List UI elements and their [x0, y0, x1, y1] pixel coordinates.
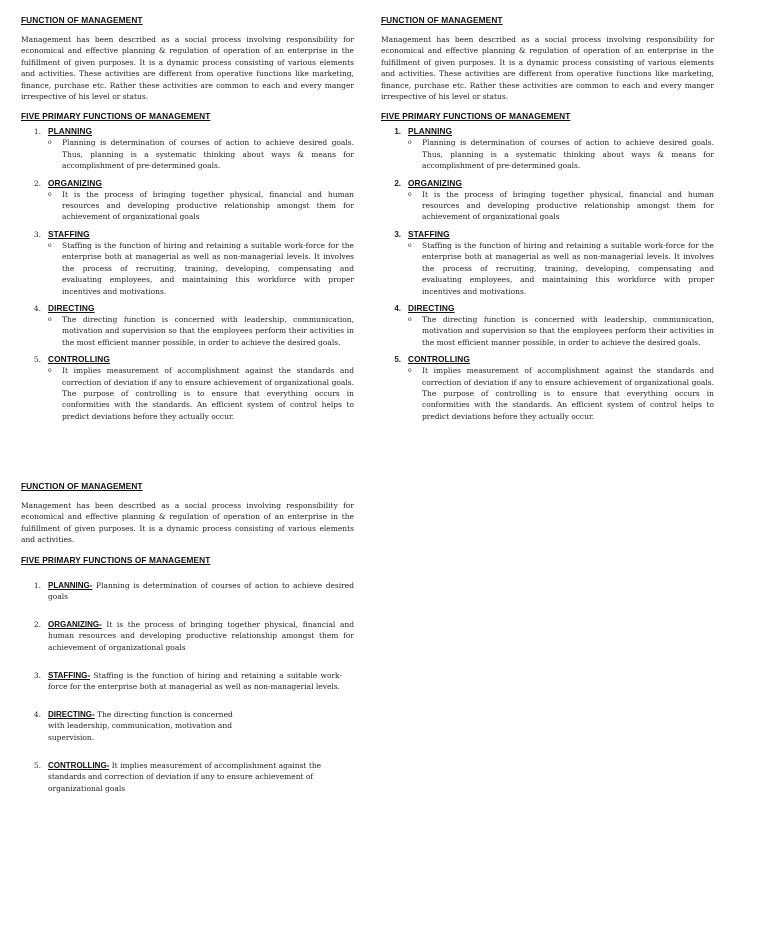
bullet-icon: o [408, 241, 412, 249]
bullet-icon: o [48, 190, 52, 198]
function-desc: Planning is determination of courses of action to achieve desired goals. Thus, planning is a systematic thinking about ways & means for accomplishment of pre-determined goals. [62, 138, 354, 171]
function-name: PLANNING- [48, 580, 93, 590]
intro-paragraph: Management has been described as a social process involving responsibility for economical and effective planning & regulation of operation of an enterprise in the fulfillment of given purposes. It is a dynamic process consisting of various elements and activities. [21, 501, 354, 545]
bullet-icon: o [48, 315, 52, 323]
item-number: 4. [33, 303, 41, 313]
function-desc: It is the process of bringing together physical, financial and human resources and developing productive relationship amongst them for achievement of organizational goals [48, 619, 354, 652]
function-name: DIRECTING- [48, 709, 95, 719]
doc-heading: FUNCTION OF MANAGEMENT [21, 15, 143, 25]
list-item [381, 125, 714, 176]
intro-paragraph: Management has been described as a social process involving responsibility for economical and effective planning & regulation of operation of an enterprise in the fulfillment of given purposes. It is a dynamic process consisting of various elements and activities. These activities are different from operative functions like marketing, finance, purchase etc. Rather these activities are common to each and every manger irrespective of his level or status. [381, 35, 714, 102]
bullet-icon: o [408, 315, 412, 323]
function-desc: Planning is determination of courses of action to achieve desired goals [48, 580, 354, 602]
item-number: 5. [394, 355, 401, 365]
item-number: 4. [33, 709, 41, 719]
list-item [21, 228, 354, 302]
function-name: CONTROLLING [48, 354, 110, 365]
bullet-icon: o [48, 367, 52, 375]
functions-subheading: FIVE PRIMARY FUNCTIONS OF MANAGEMENT [381, 111, 571, 122]
item-number: 1. [33, 580, 41, 590]
list-item [21, 125, 354, 176]
bullet-icon: o [408, 139, 412, 147]
function-name: STAFFING [48, 228, 90, 239]
functions-list-inline [21, 580, 354, 795]
item-number: 1. [394, 127, 401, 137]
functions-subheading: FIVE PRIMARY FUNCTIONS OF MANAGEMENT [21, 554, 211, 565]
function-desc: It implies measurement of accomplishment against the standards and correction of deviation if any to ensure achievement of organizational goals [48, 760, 322, 793]
list-item [21, 353, 354, 422]
function-desc: Staffing is the function of hiring and retaining a suitable work-force for the enterprise both at managerial as well as non-managerial levels. It involves the process of recruiting, training, developing, compensating and evaluating employees, and maintaining this workforce with proper incentives and motivations. [62, 240, 354, 296]
doc-heading: FUNCTION OF MANAGEMENT [381, 15, 503, 25]
function-name: PLANNING [408, 126, 453, 137]
function-name: ORGANIZING [48, 177, 103, 188]
doc-block-left [21, 14, 354, 422]
function-desc: The directing function is concerned with leadership, communication, motivation and supervision. [48, 709, 233, 742]
function-desc: The directing function is concerned with leadership, communication, motivation and supervision so that the employees perform their activities in the most efficient manner possible, in order to achieve the desired goals. [422, 314, 714, 347]
function-desc: The directing function is concerned with leadership, communication, motivation and supervision so that the employees perform their activities in the most efficient manner possible, in order to achieve the desired goals. [62, 314, 354, 347]
item-number: 4. [394, 303, 401, 313]
item-number: 1. [33, 127, 41, 137]
list-item [21, 709, 354, 744]
list-item [21, 760, 354, 795]
list-item [381, 177, 714, 228]
function-name: STAFFING [408, 228, 450, 239]
item-number: 5. [33, 760, 41, 770]
intro-paragraph: Management has been described as a social process involving responsibility for economical and effective planning & regulation of operation of an enterprise in the fulfillment of given purposes. It is a dynamic process consisting of various elements and activities. These activities are different from operative functions like marketing, finance, purchase etc. Rather these activities are common to each and every manger irrespective of his level or status. [21, 35, 354, 102]
list-item [381, 353, 714, 422]
function-desc: It implies measurement of accomplishment against the standards and correction of deviation if any to ensure achievement of organizational goals. The purpose of controlling is to ensure that everything occurs in conformities with the standards. An efficient system of control helps to predict deviations before they actually occur. [62, 366, 354, 421]
item-number: 3. [394, 229, 401, 239]
bullet-icon: o [408, 190, 412, 198]
list-item [21, 302, 354, 353]
function-name: CONTROLLING [408, 354, 470, 365]
function-name: CONTROLLING- [48, 760, 110, 770]
function-desc: Planning is determination of courses of action to achieve desired goals. Thus, planning is a systematic thinking about ways & means for accomplishment of pre-determined goals. [422, 138, 714, 171]
functions-subheading: FIVE PRIMARY FUNCTIONS OF MANAGEMENT [21, 111, 211, 122]
bullet-icon: o [48, 241, 52, 249]
function-desc: Staffing is the function of hiring and retaining a suitable work-force for the enterprise both at managerial as well as non-managerial levels. [48, 670, 342, 692]
functions-list [381, 125, 714, 422]
list-item [21, 670, 354, 693]
list-item [21, 580, 354, 603]
item-number: 2. [33, 619, 41, 629]
bullet-icon: o [408, 367, 412, 375]
item-number: 3. [33, 229, 41, 239]
list-item [21, 619, 354, 654]
item-number: 5. [33, 355, 41, 365]
doc-heading: FUNCTION OF MANAGEMENT [21, 481, 143, 491]
bullet-icon: o [48, 139, 52, 147]
item-number: 2. [394, 178, 401, 188]
function-desc: It is the process of bringing together physical, financial and human resources and developing productive relationship amongst them for achievement of organizational goals [422, 189, 714, 222]
function-desc: It implies measurement of accomplishment against the standards and correction of deviation if any to ensure achievement of organizational goals. The purpose of controlling is to ensure that everything occurs in conformities with the standards. An efficient system of control helps to predict deviations before they actually occur. [422, 366, 714, 421]
function-name: STAFFING- [48, 670, 91, 680]
list-item [381, 228, 714, 302]
item-number: 3. [33, 670, 41, 680]
function-name: PLANNING [48, 126, 93, 137]
function-desc: Staffing is the function of hiring and retaining a suitable work-force for the enterprise both at managerial as well as non-managerial levels. It involves the process of recruiting, training, developing, compensating and evaluating employees, and maintaining this workforce with proper incentives and motivations. [422, 240, 714, 296]
function-name: DIRECTING [408, 302, 455, 313]
list-item [381, 302, 714, 353]
item-number: 2. [33, 178, 41, 188]
function-name: ORGANIZING- [48, 619, 102, 629]
function-desc: It is the process of bringing together physical, financial and human resources and developing productive relationship amongst them for achievement of organizational goals [62, 189, 354, 222]
function-name: DIRECTING [48, 302, 95, 313]
doc-block-bottom [21, 480, 354, 794]
list-item [21, 177, 354, 228]
function-name: ORGANIZING [408, 177, 463, 188]
doc-block-right [381, 14, 714, 422]
functions-list [21, 125, 354, 422]
